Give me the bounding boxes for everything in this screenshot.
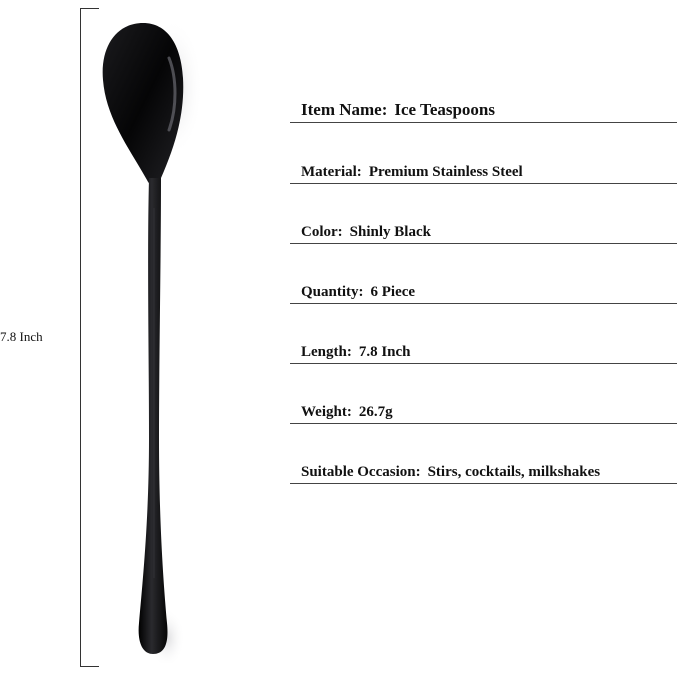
dimension-cap-bottom	[80, 666, 99, 667]
dimension-line	[80, 8, 81, 666]
spec-value: 7.8 Inch	[358, 344, 411, 360]
spec-length	[290, 343, 677, 364]
dimension-label: 7.8 Inch	[0, 329, 43, 344]
spec-value: 6 Piece	[370, 284, 416, 300]
spec-label: Item Name:	[301, 100, 388, 119]
spec-quantity	[290, 283, 677, 304]
dimension-cap-top	[80, 8, 99, 9]
spec-label: Length:	[301, 344, 352, 360]
spec-label: Suitable Occasion:	[301, 464, 421, 480]
spec-value: Shinly Black	[349, 224, 431, 240]
spec-weight	[290, 403, 677, 424]
spoon-handle	[139, 178, 168, 654]
spec-item-name	[290, 102, 677, 123]
spec-label: Color:	[301, 224, 343, 240]
spoon-image	[95, 18, 205, 663]
spec-suitable-occasion	[290, 463, 677, 484]
spec-label: Quantity:	[301, 284, 364, 300]
spec-value: 26.7g	[358, 404, 393, 420]
spoon-bowl	[103, 23, 184, 186]
spec-value: Ice Teaspoons	[394, 100, 496, 119]
spec-value: Stirs, cocktails, milkshakes	[427, 464, 601, 480]
spec-color	[290, 223, 677, 244]
spec-label: Weight:	[301, 404, 352, 420]
spec-label: Material:	[301, 164, 362, 180]
spec-value: Premium Stainless Steel	[368, 164, 523, 180]
spec-material	[290, 163, 677, 184]
